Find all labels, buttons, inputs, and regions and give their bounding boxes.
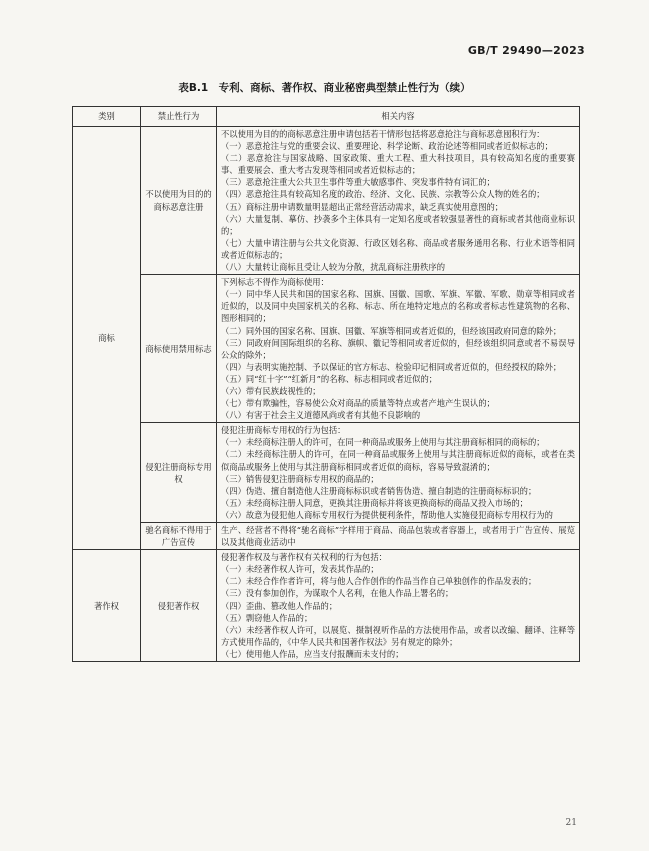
content-line: （四）歪曲、篡改他人作品的； <box>220 600 338 611</box>
content-cell <box>216 550 579 662</box>
table-row <box>73 523 580 550</box>
content-line: （六）带有民族歧视性的； <box>220 385 321 396</box>
content-line: 不以使用为目的的商标恶意注册申请包括若干情形包括将恶意抢注与商标恶意囤积行为： <box>220 129 545 139</box>
behavior-cell: 商标使用禁用标志 <box>141 275 217 423</box>
behavior-cell: 不以使用为目的的商标恶意注册 <box>141 127 217 275</box>
content-line: （三）恶意抢注重大公共卫生事件等重大敏感事件、突发事件特有词汇的； <box>220 177 495 188</box>
page-number: 21 <box>565 818 577 828</box>
content-line: 侵犯著作权及与著作权有关权利的行为包括： <box>220 552 387 563</box>
content-line: （一）未经著作权人许可，发表其作品的； <box>220 564 379 575</box>
content-line: 下列标志不得作为商标使用： <box>220 277 329 288</box>
content-line: （五）同“红十字”“红新月”的名称、标志相同或者近似的； <box>220 373 438 384</box>
table-row <box>73 423 580 523</box>
content-line: （一）未经商标注册人的许可，在同一种商品或服务上使用与其注册商标相同的商标的； <box>220 437 545 448</box>
content-cell <box>216 523 579 550</box>
content-line: （五）商标注册申请数量明显超出正常经营活动需求，缺乏真实使用意图的； <box>220 201 504 212</box>
content-cell <box>216 127 579 275</box>
content-line: （一）同中华人民共和国的国家名称、国旗、国徽、国歌、军旗、军徽、军歌、勋章等相同或者近似的，以及同中央国家机关的名称、标志、所在地特定地点的名称或者标志性建筑物的名称、图形相同的； <box>220 289 575 324</box>
content-line: （二）未经商标注册人的许可，在同一种商品或服务上使用与其注册商标近似的商标，或者在类似商品或服务上使用与其注册商标相同或者近似的商标，容易导致混淆的； <box>220 449 575 472</box>
content-line: （七）带有欺骗性，容易使公众对商品的质量等特点或者产地产生误认的； <box>220 398 495 409</box>
content-line: （八）大量转让商标且受让人较为分散，扰乱商标注册秩序的 <box>220 262 446 273</box>
column-header-content: 相关内容 <box>216 107 579 127</box>
content-cell <box>216 275 579 423</box>
content-line: （八）有害于社会主义道德风尚或者有其他不良影响的 <box>220 410 421 421</box>
content-line: （六）故意为侵犯他人商标专用权行为提供便利条件，帮助他人实施侵犯商标专用权行为的 <box>220 509 553 520</box>
content-line: （一）恶意抢注与党的重要会议、重要理论、科学论断、政治论述等相同或者近似标志的； <box>220 141 553 152</box>
table-row <box>73 275 580 423</box>
table-row <box>73 550 580 662</box>
table-title: 表B.1 专利、商标、著作权、商业秘密典型禁止性行为（续） <box>178 82 471 94</box>
content-line: 侵犯注册商标专用权的行为包括： <box>220 425 346 436</box>
column-header-category: 类别 <box>73 107 141 127</box>
behavior-cell: 侵犯著作权 <box>141 550 217 662</box>
content-line: （四）与表明实施控制、予以保证的官方标志、检验印记相同或者近似的，但经授权的除外； <box>220 361 562 372</box>
category-cell-trademark: 商标 <box>73 127 141 550</box>
content-line: （五）未经商标注册人同意，更换其注册商标并将该更换商标的商品又投入市场的； <box>220 497 528 508</box>
content-line: （三）销售侵犯注册商标专用权的商品的； <box>220 473 379 484</box>
table-header-row <box>73 107 580 127</box>
behavior-cell: 侵犯注册商标专用权 <box>141 423 217 523</box>
content-line: （四）恶意抢注具有较高知名度的政治、经济、文化、民族、宗教等公众人物的姓名的； <box>220 189 545 200</box>
column-header-behavior: 禁止性行为 <box>141 107 217 127</box>
behavior-cell: 驰名商标不得用于广告宣传 <box>141 523 217 550</box>
content-line: （二）恶意抢注与国家战略、国家政策、重大工程、重大科技项目，具有较高知名度的重要赛事、重要展会、重大考古发现等相同或者近似标志的； <box>220 153 575 176</box>
content-line: （二）未经合作作者许可，将与他人合作创作的作品当作自己单独创作的作品发表的； <box>220 576 537 587</box>
content-line: （六）未经著作权人许可，以展览、摄制视听作品的方法使用作品，或者以改编、翻译、注释等方式使用作品的，《中华人民共和国著作权法》另有规定的除外； <box>220 624 575 647</box>
content-line: （五）剽窃他人作品的； <box>220 612 313 623</box>
content-line: （三）同政府间国际组织的名称、旗帜、徽记等相同或者近似的，但经该组织同意或者不易误导公众的除外； <box>220 337 575 360</box>
content-line: （二）同外国的国家名称、国旗、国徽、军旗等相同或者近似的，但经该国政府同意的除外； <box>220 325 562 336</box>
content-line: （三）没有参加创作，为谋取个人名利，在他人作品上署名的； <box>220 588 454 599</box>
table-row <box>73 127 580 275</box>
content-line: 生产、经营者不得将“驰名商标”字样用于商品、商品包装或者容器上，或者用于广告宣传、展览以及其他商业活动中 <box>220 525 575 548</box>
content-line: （四）伪造、擅自制造他人注册商标标识或者销售伪造、擅自制造的注册商标标识的； <box>220 485 537 496</box>
content-line: （六）大量复制、摹仿、抄袭多个主体具有一定知名度或者较强显著性的商标或者其他商业标识的； <box>220 213 575 236</box>
category-cell-copyright: 著作权 <box>73 550 141 662</box>
prohibited-behaviors-table <box>72 106 580 662</box>
content-line: （七）使用他人作品，应当支付报酬而未支付的； <box>220 648 404 659</box>
content-cell <box>216 423 579 523</box>
content-line: （七）大量申请注册与公共文化资源、行政区划名称、商品或者服务通用名称、行业术语等相同或者近似标志的； <box>220 237 575 260</box>
standard-code: GB/T 29490—2023 <box>467 44 585 57</box>
